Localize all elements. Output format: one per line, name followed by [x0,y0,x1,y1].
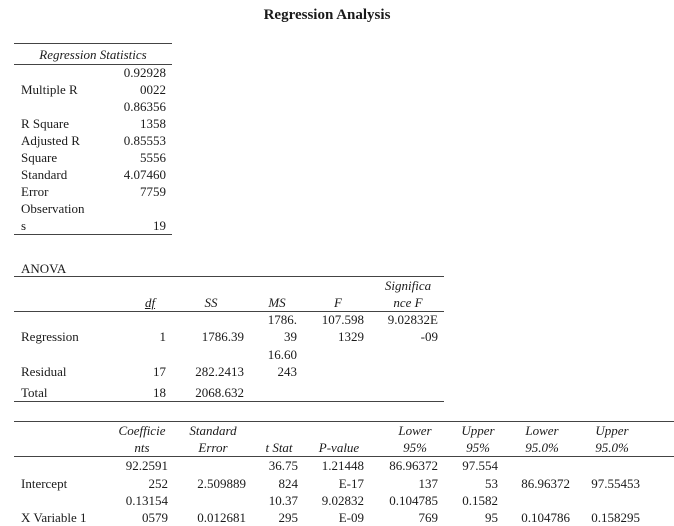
coef-cell: 0579 [142,510,168,525]
anova-top-rule [14,276,444,277]
coef-cell: 0.104786 [521,510,570,525]
anova-row-label: Residual [21,364,67,379]
coef-header: Upper [595,423,629,438]
coef-cell: 252 [148,476,168,491]
coef-header: 95.0% [525,440,559,455]
anova-header-df: df [144,295,156,310]
stats-label: Square [21,150,58,165]
anova-row-label: Total [21,385,48,400]
anova-cell: 1786. [267,312,297,327]
coef-header: Lower [525,423,559,438]
stats-label: Error [21,184,49,199]
coef-header: P-value [318,440,360,455]
stats-value: 0022 [140,82,166,97]
coef-top-rule [14,421,674,422]
coef-cell: 9.02832 [321,493,364,508]
anova-cell: 16.60 [267,347,297,362]
coef-header: 95.0% [595,440,629,455]
stats-label: Standard [21,167,68,182]
coef-cell: E-09 [338,510,364,525]
anova-cell: 282.2413 [195,364,244,379]
stats-value: 0.85553 [123,133,166,148]
coef-header: Coefficie [118,423,166,438]
stats-value: 1358 [140,116,166,131]
coef-cell: 86.96372 [521,476,570,491]
stats-label: Observation [21,201,85,216]
coef-header: 95% [466,440,490,455]
page-title: Regression Analysis [263,7,391,23]
coef-header-rule [14,456,674,457]
coef-cell: 10.37 [268,493,298,508]
stats-label: R Square [21,116,70,131]
coef-header: nts [134,440,150,455]
anova-header-ms: MS [268,295,286,310]
coef-cell: 137 [418,476,438,491]
coef-cell: 53 [485,476,498,491]
anova-cell: 107.598 [321,312,364,327]
stats-value: 7759 [140,184,166,199]
coef-cell: 95 [485,510,498,525]
coef-cell: 97.55453 [591,476,640,491]
coef-cell: 0.1582 [462,493,498,508]
stats-bottom-rule [14,234,172,235]
stats-value: 4.07460 [123,167,166,182]
coef-header: Lower [398,423,432,438]
coef-cell: 769 [418,510,438,525]
coef-cell: 92.2591 [125,458,168,473]
stats-label: Multiple R [21,82,78,97]
anova-header-sig: nce F [393,295,423,310]
anova-cell: 1329 [338,329,364,344]
coef-cell: 295 [278,510,298,525]
stats-top-rule [14,43,172,44]
coef-row-label: Intercept [21,476,68,491]
coef-header: Standard [189,423,237,438]
coef-cell: 97.554 [462,458,498,473]
coef-cell: 0.158295 [591,510,640,525]
coef-cell: 0.012681 [197,510,246,525]
stats-value: 19 [153,218,166,233]
stats-header: Regression Statistics [39,47,147,62]
anova-header-ss: SS [204,295,218,310]
anova-cell: 18 [153,385,166,400]
coef-cell: 86.96372 [389,458,438,473]
stats-label: Adjusted R [21,133,80,148]
coef-cell: 36.75 [268,458,298,473]
anova-cell: 1 [159,329,166,344]
stats-value: 0.92928 [123,65,166,80]
anova-cell: 1786.39 [201,329,244,344]
coef-header: Error [198,440,228,455]
anova-header-sig: Significa [384,278,432,293]
anova-cell: 2068.632 [195,385,244,400]
coef-cell: 1.21448 [321,458,364,473]
anova-header-f: F [334,295,342,310]
anova-row-label: Regression [21,329,79,344]
anova-cell: 39 [284,329,297,344]
anova-cell: -09 [420,329,438,344]
coef-cell: 0.13154 [125,493,168,508]
anova-bottom-rule [14,401,444,402]
coef-row-label: X Variable 1 [21,510,87,525]
coef-header: Upper [461,423,495,438]
anova-cell: 9.02832E [387,312,438,327]
coef-cell: 0.104785 [389,493,438,508]
coef-cell: 824 [278,476,298,491]
coef-header: 95% [403,440,427,455]
anova-cell: 243 [277,364,297,379]
anova-title: ANOVA [21,261,67,276]
coef-cell: E-17 [338,476,364,491]
stats-value: 0.86356 [123,99,166,114]
coef-cell: 2.509889 [197,476,246,491]
stats-value: 5556 [140,150,166,165]
stats-label: s [21,218,27,233]
anova-cell: 17 [153,364,166,379]
coef-header: t Stat [265,440,293,455]
